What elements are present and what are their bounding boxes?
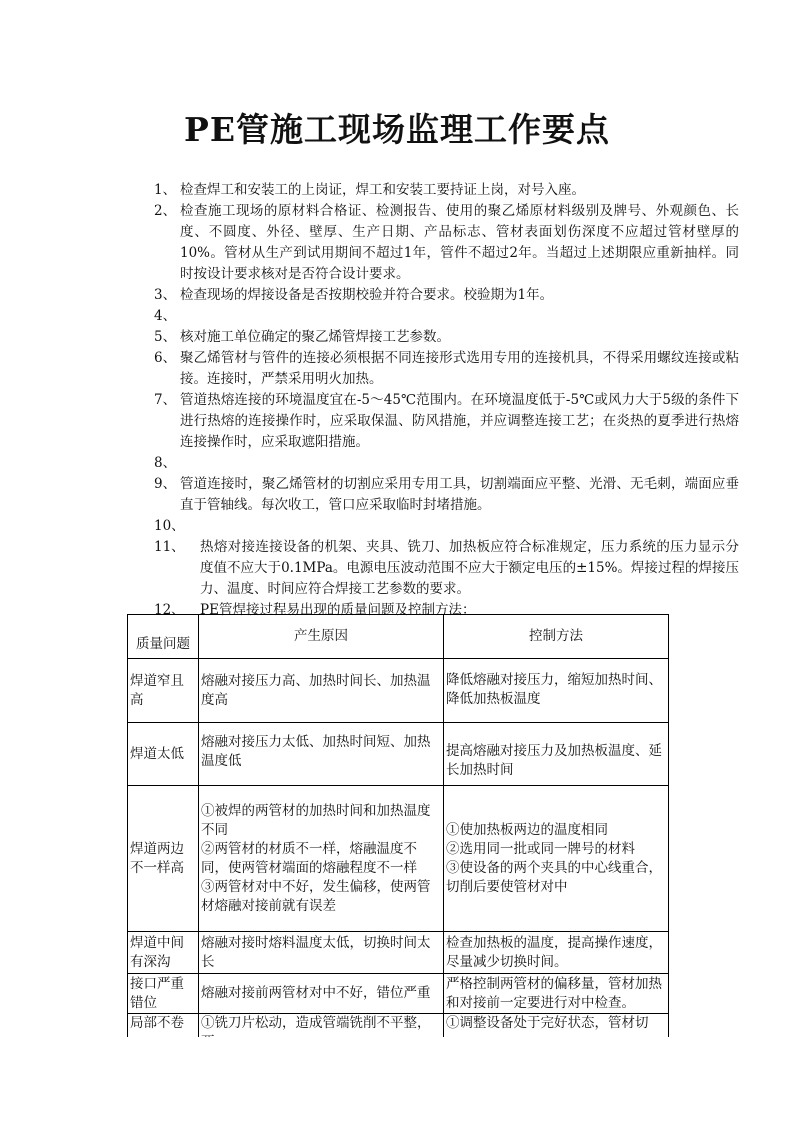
list-item [154, 327, 739, 348]
item-text: 管道连接时，聚乙烯管材的切割应采用专用工具，切割端面应平整、光滑、无毛刺，端面应垂直于管轴线。每次收工，管口应采取临时封堵措施。 [180, 476, 739, 513]
problem-cell: 焊道中间有深沟 [128, 932, 199, 974]
list-item [154, 390, 739, 453]
list-item [154, 348, 739, 390]
list-item [154, 453, 739, 474]
item-text: 检查施工现场的原材料合格证、检测报告、使用的聚乙烯原材料级别及牌号、外观颜色、长度、不圆度、外径、壁厚、生产日期、产品标志、管材表面划伤深度不应超过管材壁厚的10%。管材从生产到试用期间不超过1年，管件不超过2年。当超过上述期限应重新抽样。同时按设计要求核对是否符合设计要求。 [180, 203, 739, 282]
control-cell: ①使加热板两边的温度相同 ②选用同一批或同一牌号的材料 ③使设备的两个夹具的中心线重合，切削后要使管材对中 [444, 786, 669, 932]
column-header-problem: 质量问题 [128, 615, 199, 659]
control-cell: ①调整设备处于完好状态，管材切 [444, 1014, 669, 1074]
item-number: 1、 [154, 182, 177, 198]
document-title: PE管施工现场监理工作要点 [184, 110, 610, 149]
list-item [154, 474, 739, 516]
item-text: 检查现场的焊接设备是否按期校验并符合要求。校验期为1年。 [180, 287, 554, 303]
table-row [128, 932, 669, 974]
cause-cell: 熔融对接前两管材对中不好，错位严重 [199, 974, 444, 1014]
item-number: 11、 [154, 539, 185, 555]
cause-cell: 熔融对接压力高、加热时间长、加热温度高 [199, 659, 444, 723]
page-cut-off [0, 1037, 794, 1123]
cause-cell: 熔融对接压力太低、加热时间短、加热温度低 [199, 723, 444, 786]
cause-cell: ①被焊的两管材的加热时间和加热温度不同 ②两管材的材质不一样，熔融温度不同，使两管材端面的熔融程度不一样 ③两管材对中不好，发生偏移，使两管材熔融对接前就有误差 [199, 786, 444, 932]
item-text: 管道热熔连接的环境温度宜在-5～45℃范围内。在环境温度低于-5℃或风力大于5级的条件下进行热熔的连接操作时，应采取保温、防风措施，并应调整连接工艺；在炎热的夏季进行热熔连接操作时，应采取遮阳措施。 [180, 392, 739, 450]
item-number: 5、 [154, 329, 177, 345]
table-row [128, 786, 669, 932]
column-header-control: 控制方法 [444, 615, 669, 659]
list-item [154, 516, 739, 537]
item-text: PE管焊接过程易出现的质量问题及控制方法： [200, 602, 476, 618]
item-number: 4、 [154, 308, 177, 324]
cause-cell: 熔融对接时熔料温度太低，切换时间太长 [199, 932, 444, 974]
problem-cell: 焊道窄且高 [128, 659, 199, 723]
item-number: 12、 [154, 602, 185, 618]
list-item [154, 285, 739, 306]
control-cell: 提高熔融对接压力及加热板温度、延长加热时间 [444, 723, 669, 786]
item-number: 2、 [154, 203, 177, 219]
list-item [154, 306, 739, 327]
cause-cell: ①铣刀片松动，造成管端铣削不平整， [199, 1014, 444, 1074]
item-number: 7、 [154, 392, 177, 408]
control-cell: 检查加热板的温度，提高操作速度，尽量减少切换时间。 [444, 932, 669, 974]
item-number: 8、 [154, 455, 177, 471]
control-cell: 严格控制两管材的偏移量，管材加热和对接前一定要进行对中检查。 [444, 974, 669, 1014]
table-row [128, 974, 669, 1014]
column-header-cause: 产生原因 [199, 615, 444, 659]
item-number: 9、 [154, 476, 177, 492]
item-text: 检查焊工和安装工的上岗证，焊工和安装工要持证上岗，对号入座。 [180, 182, 585, 198]
problem-cell: 局部不卷 [128, 1014, 199, 1074]
item-text: 核对施工单位确定的聚乙烯管焊接工艺参数。 [180, 329, 450, 345]
problem-cell: 接口严重错位 [128, 974, 199, 1014]
quality-issues-table [127, 614, 669, 1074]
checklist [154, 180, 739, 621]
problem-cell: 焊道太低 [128, 723, 199, 786]
item-text: 热熔对接连接设备的机架、夹具、铣刀、加热板应符合标准规定，压力系统的压力显示分度值不应大于0.1MPa。电源电压波动范围不应大于额定电压的±15%。焊接过程的焊接压力、温度、时间应符合焊接工艺参数的要求。 [200, 539, 739, 597]
list-item [154, 180, 739, 201]
table-row [128, 723, 669, 786]
item-number: 10、 [154, 518, 185, 534]
table-header-row [128, 615, 669, 659]
item-number: 3、 [154, 287, 177, 303]
table-row [128, 659, 669, 723]
item-number: 6、 [154, 350, 177, 366]
list-item [154, 537, 739, 600]
list-item [154, 201, 739, 285]
problem-cell: 焊道两边不一样高 [128, 786, 199, 932]
item-text: 聚乙烯管材与管件的连接必须根据不同连接形式选用专用的连接机具，不得采用螺纹连接或粘接。连接时，严禁采用明火加热。 [180, 350, 739, 387]
control-cell: 降低熔融对接压力，缩短加热时间、降低加热板温度 [444, 659, 669, 723]
